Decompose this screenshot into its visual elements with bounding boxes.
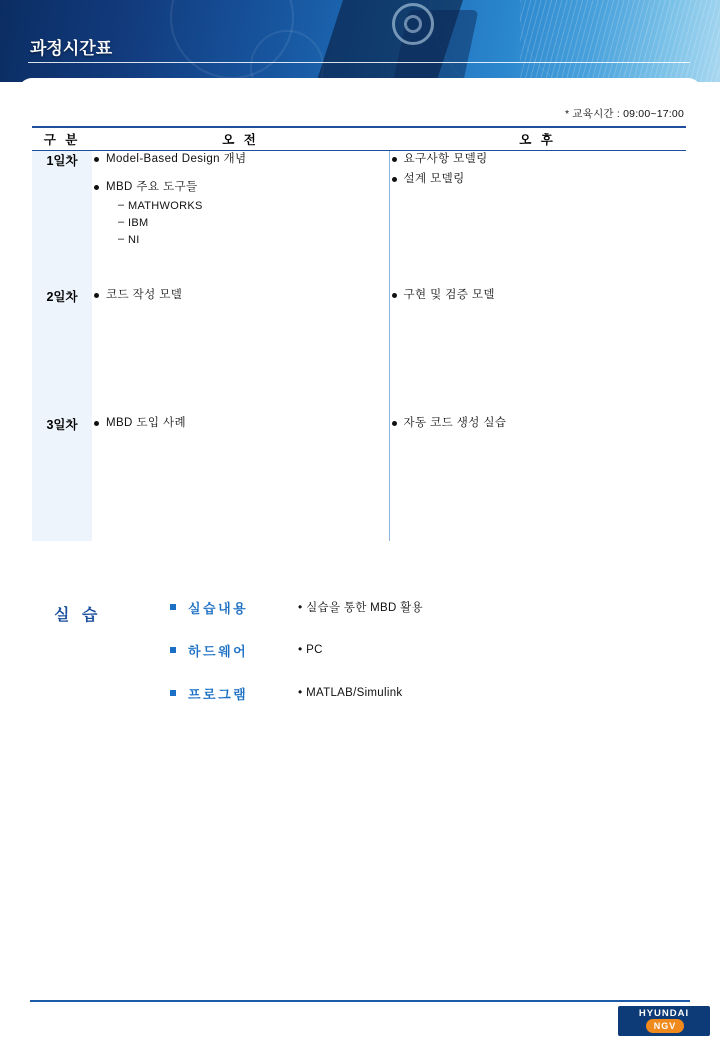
logo-sub-text: NGV — [646, 1019, 684, 1033]
page-header-banner — [0, 0, 720, 82]
table-header-row — [32, 127, 686, 151]
sub-item-list — [106, 198, 389, 249]
practice-row — [170, 682, 670, 725]
training-hours-note: * 교육시간 : 09:00~17:00 — [564, 108, 684, 120]
list-item: 설계 모델링 — [390, 171, 687, 189]
list-item — [92, 179, 389, 249]
practice-row — [170, 639, 670, 682]
table-row — [32, 151, 686, 288]
practice-value: • PC — [298, 642, 323, 656]
list-item: 자동 코드 생성 실습 — [390, 415, 687, 433]
column-header-morning: 오 전 — [92, 127, 389, 151]
list-item-text: Model-Based Design 개념 — [106, 153, 247, 165]
item-list — [390, 415, 687, 433]
column-header-afternoon: 오 후 — [389, 127, 686, 151]
sub-list-item: – MATHWORKS — [118, 198, 389, 215]
square-bullet-icon — [170, 647, 176, 653]
square-bullet-icon — [170, 690, 176, 696]
list-item: 구현 및 검증 모델 — [390, 287, 687, 305]
item-list — [92, 287, 389, 305]
sub-list-item: – IBM — [118, 215, 389, 232]
column-header-division: 구 분 — [32, 127, 92, 151]
practice-row-list — [170, 596, 670, 725]
company-logo — [618, 1006, 710, 1036]
content-card — [18, 78, 702, 1018]
day3-afternoon-cell — [389, 415, 686, 541]
day2-afternoon-cell — [389, 287, 686, 415]
practice-row — [170, 596, 670, 639]
footer-divider — [30, 1000, 690, 1002]
day-label: 3일차 — [32, 415, 92, 541]
logo-brand-text: HYUNDAI — [638, 1008, 690, 1019]
list-item: 코드 작성 모델 — [92, 287, 389, 305]
table-row — [32, 287, 686, 415]
day2-morning-cell — [92, 287, 389, 415]
gear-icon — [392, 3, 434, 45]
item-list — [390, 287, 687, 305]
item-list — [390, 151, 687, 189]
list-item — [92, 151, 389, 169]
practice-label: 하드웨어 — [188, 644, 249, 659]
day-label: 1일차 — [32, 151, 92, 288]
list-item: 요구사항 모델링 — [390, 151, 687, 169]
list-item-text: MBD 주요 도구들 — [106, 180, 198, 193]
sub-list-item: – NI — [118, 232, 389, 249]
decorative-stripes — [520, 0, 720, 82]
day-label: 2일차 — [32, 287, 92, 415]
practice-label: 실습내용 — [188, 601, 249, 616]
page-title: 과정시간표 — [30, 39, 113, 58]
list-item: MBD 도입 사례 — [92, 415, 389, 433]
schedule-table — [32, 126, 686, 541]
day1-afternoon-cell — [389, 151, 686, 288]
item-list — [92, 151, 389, 249]
day3-morning-cell — [92, 415, 389, 541]
practice-value: • 실습을 통한 MBD 활용 — [298, 599, 423, 615]
item-list — [92, 415, 389, 433]
day1-morning-cell — [92, 151, 389, 288]
header-divider — [28, 62, 690, 63]
square-bullet-icon — [170, 604, 176, 610]
table-row — [32, 415, 686, 541]
practice-label: 프로그램 — [188, 687, 249, 702]
practice-section-title: 실 습 — [54, 607, 102, 624]
practice-value: • MATLAB/Simulink — [298, 685, 402, 699]
